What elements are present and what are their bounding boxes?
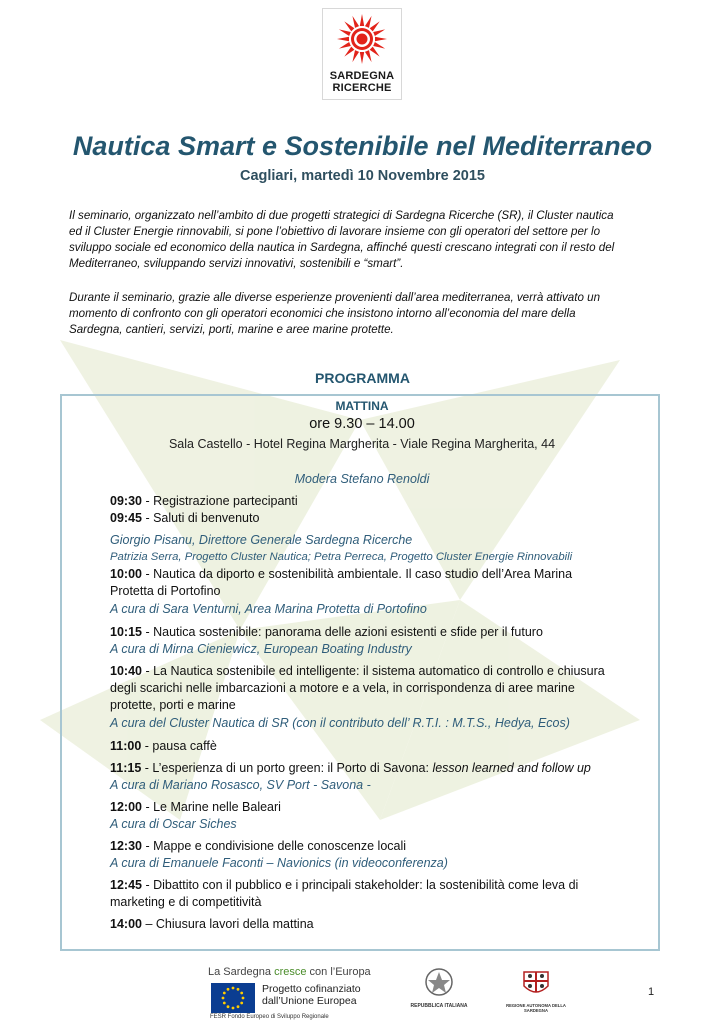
session-moderator: Modera Stefano Renoldi: [294, 472, 430, 486]
agenda-item: 10:15 - Nautica sostenibile: panorama delle azioni esistenti e sfide per il futuro: [110, 625, 543, 639]
sardinia-region-label: REGIONE AUTONOMA DELLA SARDEGNA: [506, 1003, 566, 1013]
agenda-item: 10:00 - Nautica da diporto e sostenibilità ambientale. Il caso studio dell’Area Marina Protetta di Portofino: [110, 567, 573, 598]
agenda-item: 09:45 - Saluti di benvenuto: [110, 511, 260, 525]
agenda-item: 12:00 - Le Marine nelle Baleari: [110, 800, 281, 814]
session-venue: Sala Castello - Hotel Regina Margherita - Viale Regina Margherita, 44: [168, 437, 556, 451]
intro-line: sviluppo sociale ed economico della nautica in Sardegna, affinché questi crescano integrati con il resto del: [69, 241, 615, 254]
italian-republic-emblem-icon: [420, 966, 458, 1000]
agenda-speaker: A cura di Mariano Rosasco, SV Port - Savona -: [110, 778, 371, 792]
intro-line: Mediterraneo, sviluppando servizi innovativi, sostenibili e “smart”.: [69, 257, 404, 270]
agenda-speaker: Giorgio Pisanu, Direttore Generale Sardegna Ricerche: [110, 533, 413, 547]
eu-flag-icon: [211, 983, 255, 1013]
sardinia-region-emblem-icon: [519, 966, 553, 1000]
sardegna-ricerche-logo: [322, 8, 402, 100]
agenda-speaker: A cura di Mirna Cieniewicz, European Boating Industry: [110, 642, 412, 656]
intro-paragraph-2: [69, 290, 656, 338]
agenda-speaker: A cura di Sara Venturni, Area Marina Protetta di Portofino: [110, 602, 427, 616]
agenda-item: 09:30 - Registrazione partecipanti: [110, 494, 298, 508]
intro-line: ed il Cluster Energie rinnovabili, si pone l’obiettivo di lavorare insieme con gli operatori del settore per lo: [69, 225, 601, 238]
agenda-item: 12:30 - Mappe e condivisione delle conoscenze locali: [110, 839, 407, 853]
eu-cofinance-text: Progetto cofinanziato dall’Unione Europea: [262, 983, 361, 1007]
agenda-item: 11:15 - L’esperienza di un porto green: il Porto di Savona: lesson learned and follow up: [110, 761, 591, 775]
intro-line: Il seminario, organizzato nell’ambito di due progetti strategici di Sardegna Ricerche (SR), il Cluster nautica: [69, 209, 614, 222]
footer-slogan: La Sardegna cresce con l’Europa: [208, 966, 371, 978]
logo-line-1: SARDEGNA: [329, 70, 395, 82]
agenda-speaker: A cura del Cluster Nautica di SR (con il contributo dell’ R.T.I. : M.T.S., Hedya, Ecos): [110, 716, 570, 730]
intro-line: Durante il seminario, grazie alle diverse esperienze provenienti dall’area mediterranea, verrà attivato un: [69, 291, 601, 304]
italian-republic-label: REPUBBLICA ITALIANA: [410, 1003, 468, 1009]
logo-line-2: RICERCHE: [332, 82, 392, 94]
agenda-speaker: A cura di Emanuele Faconti – Navionics (in videoconferenza): [110, 856, 448, 870]
intro-line: Sardegna, cantieri, servizi, porti, marine e aree marine protette.: [69, 323, 394, 336]
agenda-speaker: A cura di Oscar Siches: [110, 817, 237, 831]
event-date: Cagliari, martedì 10 Novembre 2015: [239, 168, 485, 184]
agenda-item: 14:00 – Chiusura lavori della mattina: [110, 917, 314, 931]
intro-paragraph-1: [69, 208, 656, 272]
agenda-item: 12:45 - Dibattito con il pubblico e i principali stakeholder: la sostenibilità come leva di marketing e di competitività: [110, 878, 579, 909]
programma-heading: PROGRAMMA: [315, 370, 410, 386]
session-name: MATTINA: [335, 399, 389, 413]
agenda-item: 10:40 - La Nautica sostenibile ed intelligente: il sistema automatico di controllo e chiusura degli scarichi nelle imbarcazioni a motore e a vela, in corrispondenza di aree marine protette, porti e marine: [110, 664, 605, 712]
page-number: 1: [648, 986, 655, 998]
document-title: Nautica Smart e Sostenibile nel Mediterraneo: [72, 131, 653, 161]
intro-line: momento di confronto con gli operatori economici che insistono intorno all’economia del mare della: [69, 307, 576, 320]
sun-icon: [336, 13, 388, 65]
agenda-item: 11:00 - pausa caffè: [110, 739, 217, 753]
agenda-speaker: Patrizia Serra, Progetto Cluster Nautica; Petra Perreca, Progetto Cluster Energie Rinnovabili: [110, 551, 573, 563]
fesr-text: FESR Fondo Europeo di Sviluppo Regionale: [210, 1014, 329, 1020]
session-time: ore 9.30 – 14.00: [309, 416, 415, 432]
